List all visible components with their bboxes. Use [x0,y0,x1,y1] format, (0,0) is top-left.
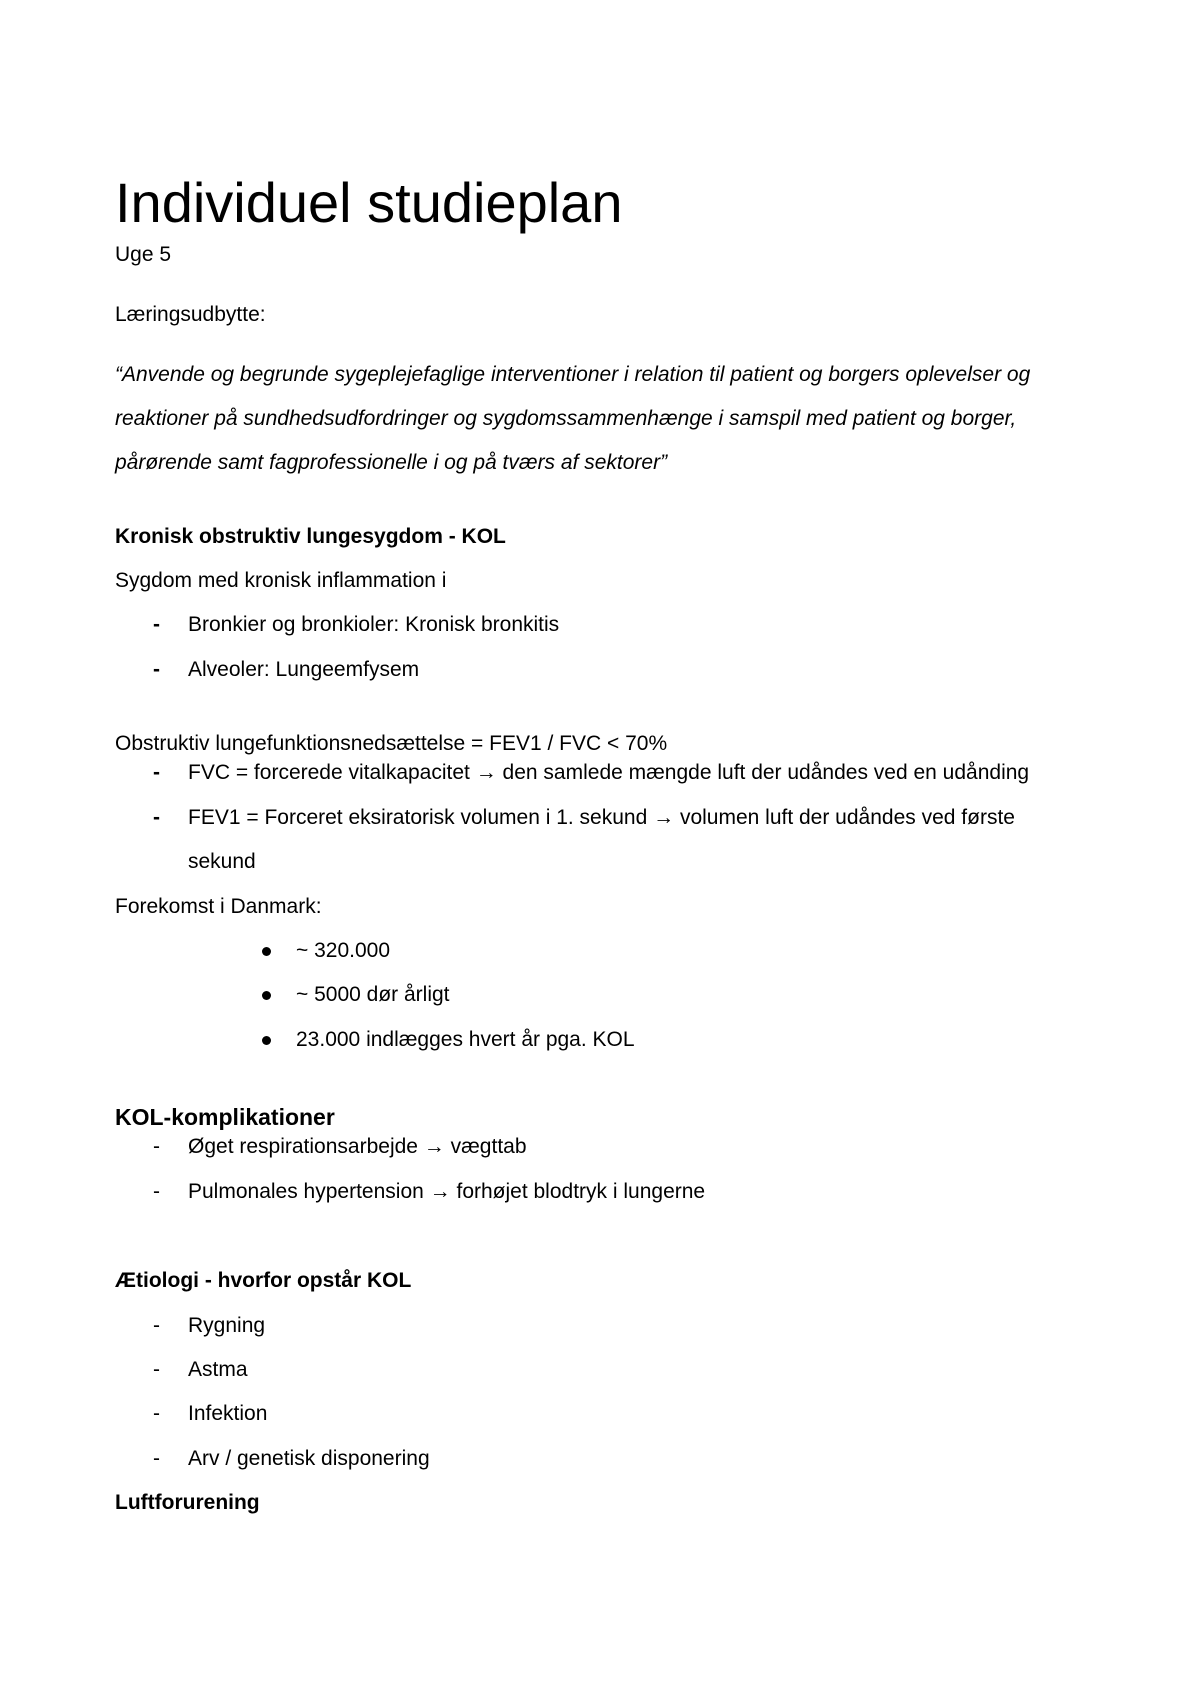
dash-marker: - [153,1180,160,1203]
dash-marker: - [153,761,160,784]
document-title: Individuel studieplan [115,171,623,234]
dash-marker: - [153,1314,160,1337]
complications-heading: KOL-komplikationer [115,1104,335,1130]
etiology-last-item: Luftforurening [115,1491,260,1514]
list-item: Rygning [188,1314,266,1337]
list-item: ~ 5000 dør årligt [296,983,450,1006]
quote-line-2: reaktioner på sundhedsudfordringer og sygdomssammenhænge i samspil med patient og borger, [115,407,1017,430]
dash-marker: - [153,1135,160,1158]
kol-intro: Sygdom med kronisk inflammation i [115,569,447,592]
list-item: Infektion [188,1402,268,1425]
dash-marker: - [153,1358,160,1381]
week-label: Uge 5 [115,243,172,266]
list-item: ~ 320.000 [296,939,391,962]
dash-marker: - [153,1447,160,1470]
bullet-icon [262,1036,271,1045]
list-item: Bronkier og bronkioler: Kronisk bronkitis [188,613,560,636]
kol-heading: Kronisk obstruktiv lungesygdom - KOL [115,525,506,548]
list-item: Alveoler: Lungeemfysem [188,658,420,681]
dash-marker: - [153,806,160,829]
list-item: Øget respirationsarbejde → vægttab [188,1135,527,1158]
quote-line-3: pårørende samt fagprofessionelle i og på tværs af sektorer” [115,451,668,474]
learning-outcome-label: Læringsudbytte: [115,303,266,326]
bullet-icon [262,947,271,956]
list-item: FEV1 = Forceret eksiratorisk volumen i 1. sekund → volumen luft der udåndes ved første [188,806,1015,829]
list-item: FVC = forcerede vitalkapacitet → den samlede mængde luft der udåndes ved en udånding [188,761,1030,784]
obstruction-line: Obstruktiv lungefunktionsnedsættelse = FEV1 / FVC < 70% [115,732,668,755]
etiology-heading: Ætiologi - hvorfor opstår KOL [115,1269,412,1292]
list-item-continuation: sekund [188,850,256,873]
list-item: Arv / genetisk disponering [188,1447,430,1470]
list-item: Pulmonales hypertension → forhøjet blodtryk i lungerne [188,1180,706,1203]
quote-line-1: “Anvende og begrunde sygeplejefaglige interventioner i relation til patient og borgers oplevelser og [115,363,1031,386]
list-item: Astma [188,1358,248,1381]
dash-marker: - [153,658,160,681]
bullet-icon [262,991,271,1000]
dash-marker: - [153,613,160,636]
dash-marker: - [153,1402,160,1425]
list-item: 23.000 indlægges hvert år pga. KOL [296,1028,635,1051]
prevalence-label: Forekomst i Danmark: [115,895,322,918]
